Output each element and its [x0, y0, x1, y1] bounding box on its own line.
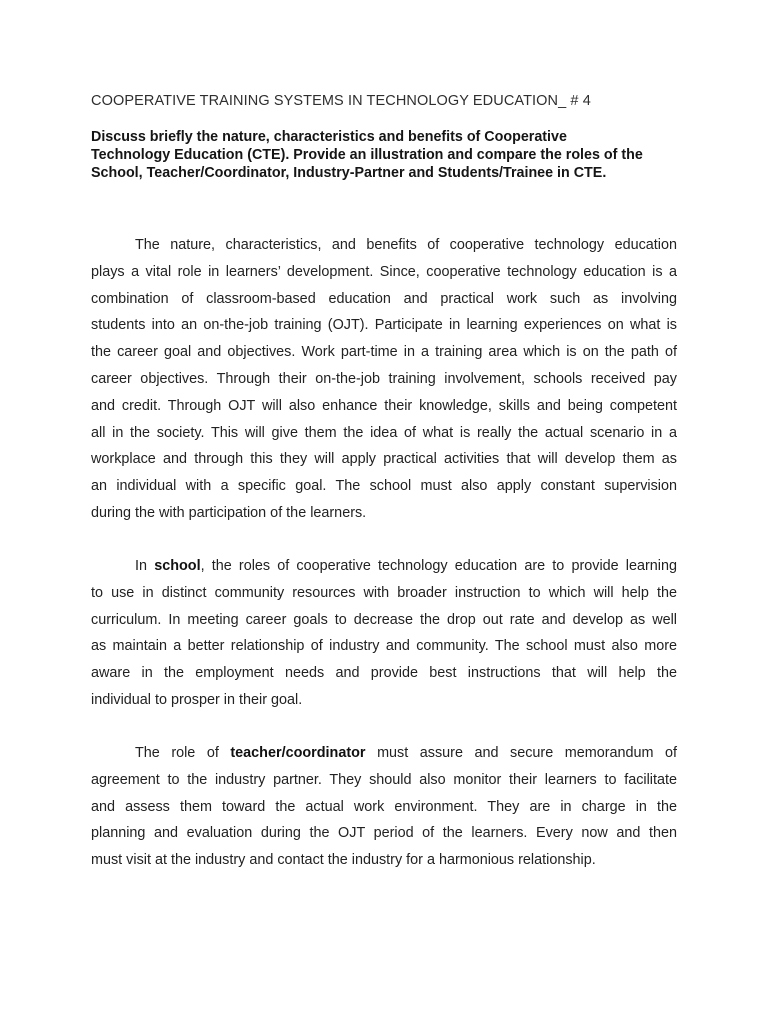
paragraph-line: aware in the employment needs and provide best instructions that will help the [91, 665, 677, 682]
paragraph-line: individual to prosper in their goal. [91, 691, 303, 708]
paragraph-line: planning and evaluation during the OJT period of the learners. Every now and then [91, 825, 677, 842]
paragraph-lead: The role of [135, 745, 219, 761]
paragraph-line: an individual with a specific goal. The school must also apply constant supervision [91, 478, 677, 495]
paragraph-line: plays a vital role in learners’ development. Since, cooperative technology education is a [91, 263, 677, 280]
paragraph-line [91, 553, 677, 580]
teacher-term: teacher/coordinator [230, 745, 366, 761]
school-term: school [154, 558, 201, 574]
paragraph-school [91, 553, 677, 714]
paragraph-line: workplace and through this they will apply practical activities that will develop them as [91, 451, 677, 468]
paragraph-line: combination of classroom-based education and practical work such as involving [91, 290, 677, 307]
paragraph-line: students into an on-the-job training (OJT). Participate in learning experiences on what is [91, 317, 677, 334]
paragraph-text: must assure and secure memorandum of [377, 745, 678, 761]
paragraph-line: as maintain a better relationship of industry and community. The school must also more [91, 638, 677, 655]
paragraph-line: and credit. Through OJT will also enhance their knowledge, skills and being competent [91, 397, 677, 414]
paragraph-text: , the roles of cooperative technology education are to provide learning [200, 558, 678, 574]
paragraph-lead: In [135, 558, 148, 574]
prompt-line: Technology Education (CTE). Provide an illustration and compare the roles of the [91, 147, 643, 163]
paragraph-line: agreement to the industry partner. They should also monitor their learners to facilitate [91, 771, 677, 788]
paragraph-line: curriculum. In meeting career goals to decrease the drop out rate and develop as well [91, 611, 677, 628]
assignment-prompt [91, 128, 691, 182]
paragraph-line: the career goal and objectives. Work part-time in a training area which is on the path of [91, 344, 677, 361]
prompt-line: School, Teacher/Coordinator, Industry-Partner and Students/Trainee in CTE. [91, 165, 607, 181]
paragraph-line: The nature, characteristics, and benefits of cooperative technology education [135, 237, 677, 253]
paragraph-nature [91, 232, 677, 527]
document-heading: COOPERATIVE TRAINING SYSTEMS IN TECHNOLOGY EDUCATION_ # 4 [91, 93, 591, 109]
paragraph-line: during the with participation of the learners. [91, 504, 367, 521]
paragraph-line: and assess them toward the actual work environment. They are in charge in the [91, 798, 677, 815]
paragraph-line [91, 740, 677, 767]
paragraph-line: all in the society. This will give them the idea of what is really the actual scenario in a [91, 424, 677, 441]
paragraph-line: to use in distinct community resources with broader instruction to which will help the [91, 584, 677, 601]
prompt-line: Discuss briefly the nature, characteristics and benefits of Cooperative [91, 129, 567, 145]
paragraph-teacher [91, 740, 677, 874]
paragraph-line: must visit at the industry and contact the industry for a harmonious relationship. [91, 852, 596, 869]
paragraph-line: career objectives. Through their on-the-job training involvement, schools received pay [91, 370, 677, 387]
